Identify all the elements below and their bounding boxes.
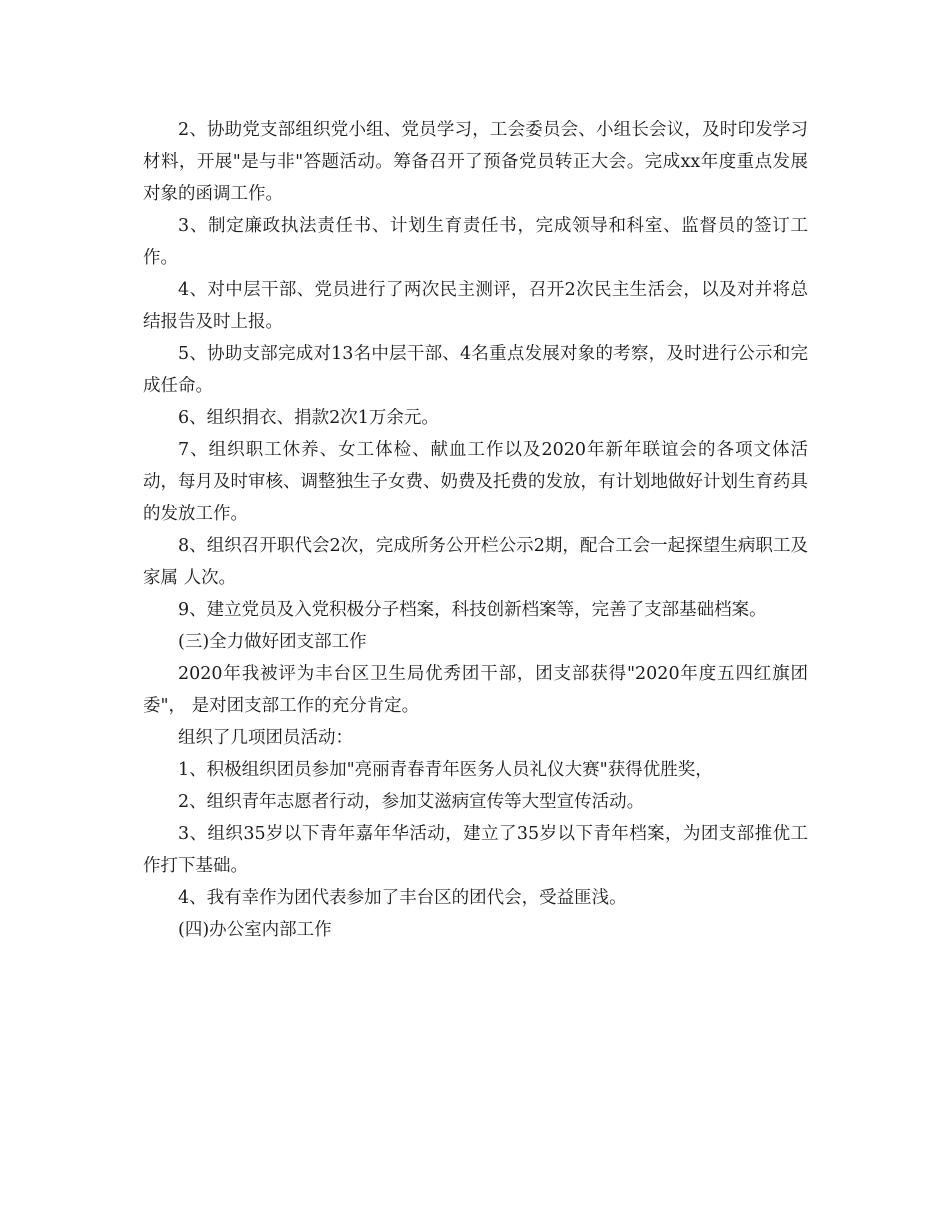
paragraph-cadre-inspection: 5、协助支部完成对13名中层干部、4名重点发展对象的考察，及时进行公示和完成任命。: [143, 344, 808, 396]
paragraph-league-activities-intro: 组织了几项团员活动：: [178, 728, 353, 748]
list-item-youth-carnival: 3、组织35岁以下青年嘉年华活动，建立了35岁以下青年档案，为团支部推优工作打下基础。: [143, 824, 808, 876]
paragraph-donations: 6、组织捐衣、捐款2次1万余元。: [178, 408, 439, 428]
paragraph-league-honors: 2020年我被评为丰台区卫生局优秀团干部，团支部获得"2020年度五四红旗团委"， 是对团支部工作的充分肯定。: [143, 664, 808, 716]
list-item-league-congress: 4、我有幸作为团代表参加了丰台区的团代会，受益匪浅。: [178, 888, 627, 908]
list-item-etiquette-contest: 1、积极组织团员参加"亮丽青春青年医务人员礼仪大赛"获得优胜奖，: [178, 760, 713, 780]
paragraph-responsibility-letters: 3、制定廉政执法责任书、计划生育责任书，完成领导和科室、监督员的签订工作。: [143, 216, 808, 268]
paragraph-party-study: 2、协助党支部组织党小组、党员学习，工会委员会、小组长会议，及时印发学习材料，开展"是与非"答题活动。筹备召开了预备党员转正大会。完成xx年度重点发展对象的函调工作。: [143, 120, 808, 204]
section-heading-office-work: (四)办公室内部工作: [178, 920, 332, 940]
paragraph-staff-activities: 7、组织职工休养、女工体检、献血工作以及2020年新年联谊会的各项文体活动，每月及时审核、调整独生子女费、奶费及托费的发放，有计划地做好计划生育药具的发放工作。: [143, 440, 808, 524]
paragraph-staff-congress: 8、组织召开职代会2次，完成所务公开栏公示2期，配合工会一起探望生病职工及家属 人次。: [143, 536, 808, 588]
document-body: [143, 114, 808, 946]
paragraph-democratic-evaluation: 4、对中层干部、党员进行了两次民主测评，召开2次民主生活会，以及对并将总结报告及时上报。: [143, 280, 808, 332]
section-heading-youth-league: (三)全力做好团支部工作: [178, 632, 367, 652]
paragraph-archives: 9、建立党员及入党积极分子档案，科技创新档案等，完善了支部基础档案。: [178, 600, 767, 620]
list-item-volunteers: 2、组织青年志愿者行动，参加艾滋病宣传等大型宣传活动。: [178, 792, 645, 812]
